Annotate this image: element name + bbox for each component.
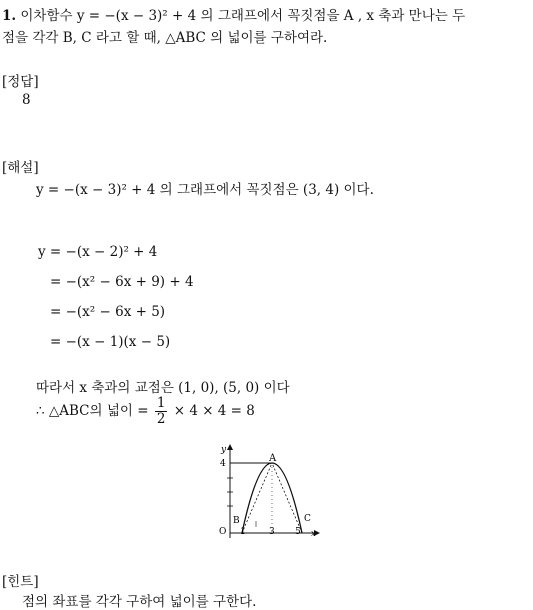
y-axis-arrow [227, 444, 233, 450]
area-formula [36, 396, 255, 427]
point-b-label: B [233, 516, 240, 526]
x-axis-label: x [311, 529, 316, 538]
equation-line-4: = −(x − 1)(x − 5) [50, 334, 171, 350]
parabola-graph [216, 442, 326, 542]
fraction-numerator: 1 [156, 395, 166, 411]
intersections-text: 따라서 x 축과의 교점은 (1, 0), (5, 0) 이다 [36, 380, 290, 396]
area-prefix: ∴ △ABC의 넓이 = [36, 403, 149, 419]
parabola-curve [242, 463, 302, 533]
fraction-denominator: 2 [156, 411, 166, 427]
x-tick-5: 5 [295, 527, 301, 537]
origin-label: O [219, 527, 227, 537]
x-tick-3: 3 [269, 527, 275, 537]
problem-text-2: 점을 각각 B, C 라고 할 때, △ABC 의 넓이를 구하여라. [2, 30, 328, 46]
area-suffix: × 4 × 4 = 8 [173, 403, 255, 419]
explanation-intro: y = −(x − 3)² + 4 의 그래프에서 꼭짓점은 (3, 4) 이다. [36, 182, 374, 198]
triangle-side-ab [242, 463, 272, 533]
y-axis-label: y [221, 445, 227, 455]
triangle-side-ac [272, 463, 302, 533]
equation-line-2: = −(x² − 6x + 9) + 4 [50, 274, 194, 290]
point-c-label: C [304, 514, 311, 524]
problem-number: 1. [2, 8, 17, 24]
hint-heading: [힌트] [2, 574, 39, 590]
area-fraction [155, 396, 168, 427]
x-tick-1: 1 [240, 527, 246, 537]
equation-line-1: y = −(x − 2)² + 4 [38, 244, 158, 260]
answer-heading: [정답] [2, 74, 39, 90]
equation-line-3: = −(x² − 6x + 5) [50, 304, 166, 320]
problem-text-1: 이차함수 y = −(x − 3)² + 4 의 그래프에서 꼭짓점을 A , x 축과 만나는 두 [20, 8, 466, 24]
hint-text: 점의 좌표를 각각 구하여 넓이를 구한다. [22, 594, 257, 610]
explanation-heading: [해설] [2, 160, 39, 176]
y-tick-label: 4 [220, 459, 226, 469]
answer-value: 8 [22, 92, 31, 108]
problem-line-1 [2, 4, 465, 24]
point-a-label: A [269, 453, 277, 464]
